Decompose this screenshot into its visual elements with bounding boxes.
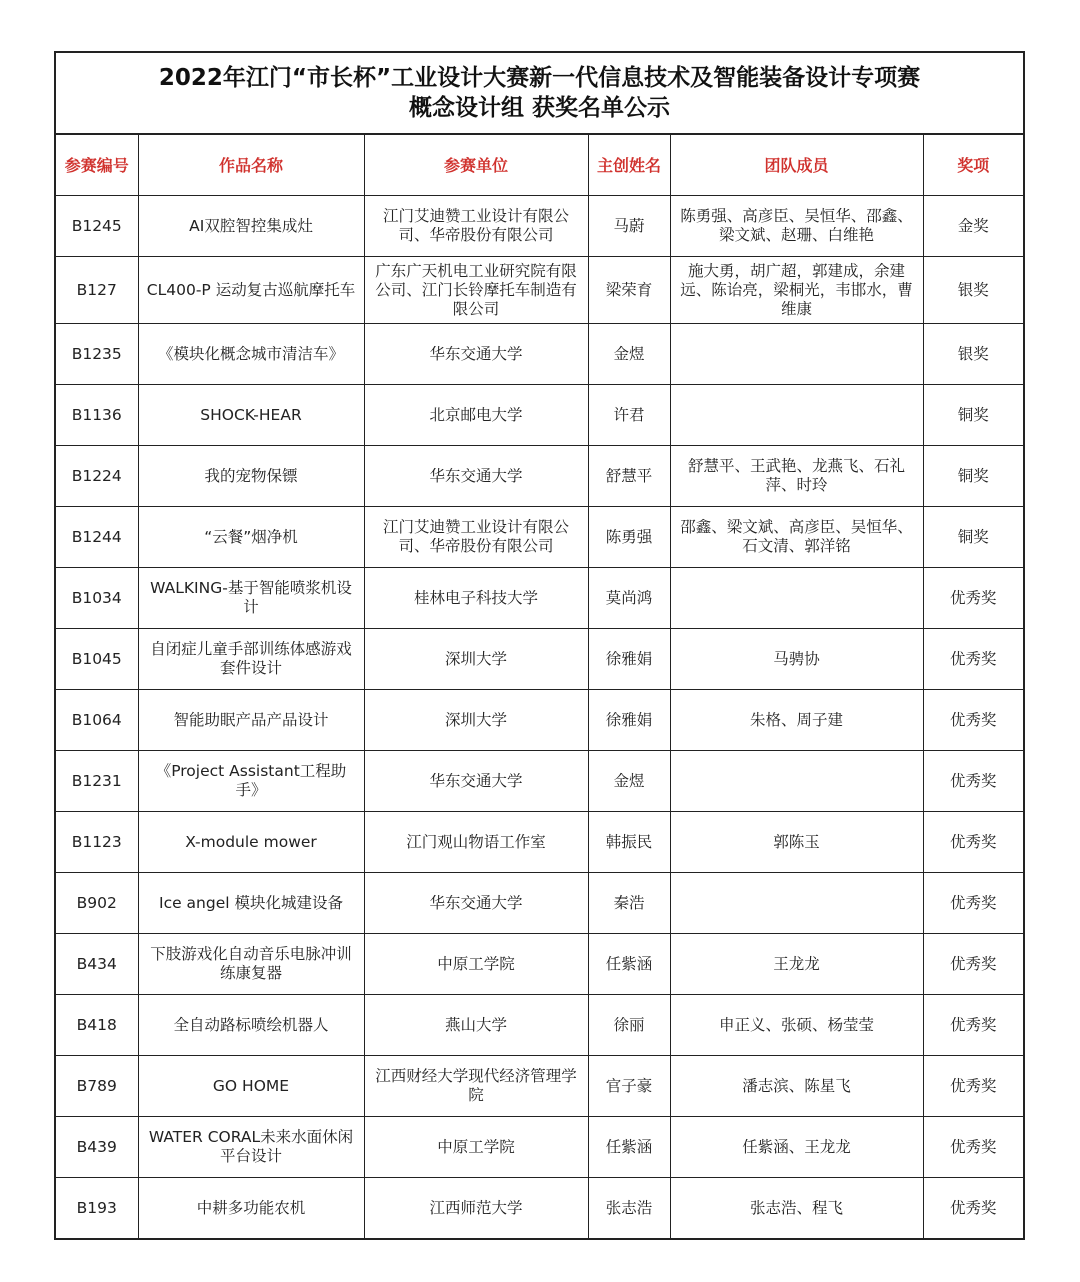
cell-team-members: [670, 873, 923, 934]
cell-unit: 中原工学院: [364, 1117, 588, 1178]
cell-work-name: 智能助眠产品产品设计: [138, 690, 364, 751]
cell-unit: 中原工学院: [364, 934, 588, 995]
table-row: [56, 995, 1023, 1056]
table-row: [56, 751, 1023, 812]
cell-team-members: 马骋协: [670, 629, 923, 690]
cell-team-members: [670, 324, 923, 385]
table-row: [56, 446, 1023, 507]
cell-work-name: CL400-P 运动复古巡航摩托车: [138, 257, 364, 324]
cell-team-members: 朱格、周子建: [670, 690, 923, 751]
cell-entry-id: B439: [56, 1117, 138, 1178]
cell-team-members: 潘志滨、陈星飞: [670, 1056, 923, 1117]
document-title: [56, 53, 1023, 135]
cell-entry-id: B1136: [56, 385, 138, 446]
cell-work-name: 下肢游戏化自动音乐电脉冲训练康复器: [138, 934, 364, 995]
cell-team-members: 张志浩、程飞: [670, 1178, 923, 1239]
cell-award: 优秀奖: [923, 1117, 1023, 1178]
cell-award: 优秀奖: [923, 690, 1023, 751]
cell-work-name: 《Project Assistant工程助手》: [138, 751, 364, 812]
cell-lead-designer: 秦浩: [588, 873, 670, 934]
cell-work-name: 自闭症儿童手部训练体感游戏套件设计: [138, 629, 364, 690]
award-list-sheet: [54, 51, 1025, 1240]
cell-entry-id: B1245: [56, 196, 138, 257]
cell-work-name: X-module mower: [138, 812, 364, 873]
header-unit: 参赛单位: [364, 135, 588, 196]
table-row: [56, 1056, 1023, 1117]
cell-lead-designer: 金煜: [588, 751, 670, 812]
cell-unit: 江门观山物语工作室: [364, 812, 588, 873]
cell-entry-id: B1034: [56, 568, 138, 629]
cell-team-members: 王龙龙: [670, 934, 923, 995]
award-table: [56, 135, 1023, 1238]
cell-unit: 华东交通大学: [364, 446, 588, 507]
cell-team-members: 任紫涵、王龙龙: [670, 1117, 923, 1178]
cell-unit: 华东交通大学: [364, 873, 588, 934]
cell-work-name: 我的宠物保镖: [138, 446, 364, 507]
cell-lead-designer: 徐雅娟: [588, 690, 670, 751]
cell-unit: 广东广天机电工业研究院有限公司、江门长铃摩托车制造有限公司: [364, 257, 588, 324]
cell-entry-id: B1235: [56, 324, 138, 385]
cell-unit: 深圳大学: [364, 629, 588, 690]
cell-unit: 江西财经大学现代经济管理学院: [364, 1056, 588, 1117]
table-row: [56, 507, 1023, 568]
cell-entry-id: B193: [56, 1178, 138, 1239]
cell-entry-id: B1224: [56, 446, 138, 507]
table-row: [56, 1178, 1023, 1239]
cell-work-name: AI双腔智控集成灶: [138, 196, 364, 257]
cell-award: 优秀奖: [923, 995, 1023, 1056]
cell-entry-id: B1064: [56, 690, 138, 751]
table-row: [56, 257, 1023, 324]
cell-unit: 江西师范大学: [364, 1178, 588, 1239]
cell-unit: 桂林电子科技大学: [364, 568, 588, 629]
cell-award: 优秀奖: [923, 1056, 1023, 1117]
cell-lead-designer: 官子豪: [588, 1056, 670, 1117]
cell-work-name: WALKING-基于智能喷浆机设计: [138, 568, 364, 629]
header-lead-designer: 主创姓名: [588, 135, 670, 196]
table-header-row: [56, 135, 1023, 196]
cell-lead-designer: 梁荣育: [588, 257, 670, 324]
cell-award: 优秀奖: [923, 568, 1023, 629]
cell-lead-designer: 马蔚: [588, 196, 670, 257]
cell-lead-designer: 许君: [588, 385, 670, 446]
title-line-1: 2022年江门“市长杯”工业设计大赛新一代信息技术及智能装备设计专项赛: [158, 65, 921, 91]
cell-entry-id: B418: [56, 995, 138, 1056]
cell-unit: 江门艾迪赞工业设计有限公司、华帝股份有限公司: [364, 507, 588, 568]
cell-award: 优秀奖: [923, 934, 1023, 995]
table-row: [56, 196, 1023, 257]
cell-work-name: “云餐”烟净机: [138, 507, 364, 568]
table-row: [56, 1117, 1023, 1178]
table-row: [56, 629, 1023, 690]
cell-team-members: [670, 751, 923, 812]
cell-unit: 深圳大学: [364, 690, 588, 751]
cell-lead-designer: 张志浩: [588, 1178, 670, 1239]
cell-entry-id: B789: [56, 1056, 138, 1117]
cell-team-members: [670, 385, 923, 446]
cell-award: 优秀奖: [923, 1178, 1023, 1239]
table-row: [56, 873, 1023, 934]
title-line-2: 概念设计组 获奖名单公示: [408, 95, 670, 121]
cell-entry-id: B1045: [56, 629, 138, 690]
cell-unit: 华东交通大学: [364, 751, 588, 812]
header-team-members: 团队成员: [670, 135, 923, 196]
cell-entry-id: B1123: [56, 812, 138, 873]
cell-team-members: 邵鑫、梁文斌、高彦臣、吴恒华、石文清、郭洋铭: [670, 507, 923, 568]
table-row: [56, 568, 1023, 629]
cell-work-name: GO HOME: [138, 1056, 364, 1117]
cell-work-name: 全自动路标喷绘机器人: [138, 995, 364, 1056]
cell-team-members: 舒慧平、王武艳、龙燕飞、石礼萍、时玲: [670, 446, 923, 507]
cell-work-name: Ice angel 模块化城建设备: [138, 873, 364, 934]
cell-entry-id: B434: [56, 934, 138, 995]
cell-lead-designer: 陈勇强: [588, 507, 670, 568]
cell-lead-designer: 韩振民: [588, 812, 670, 873]
cell-unit: 北京邮电大学: [364, 385, 588, 446]
table-row: [56, 934, 1023, 995]
cell-award: 优秀奖: [923, 629, 1023, 690]
cell-lead-designer: 金煜: [588, 324, 670, 385]
cell-team-members: [670, 568, 923, 629]
cell-entry-id: B1231: [56, 751, 138, 812]
cell-award: 铜奖: [923, 385, 1023, 446]
cell-lead-designer: 舒慧平: [588, 446, 670, 507]
cell-work-name: SHOCK-HEAR: [138, 385, 364, 446]
cell-work-name: WATER CORAL未来水面休闲平台设计: [138, 1117, 364, 1178]
cell-award: 铜奖: [923, 446, 1023, 507]
cell-lead-designer: 任紫涵: [588, 934, 670, 995]
cell-team-members: 施大勇，胡广超，郭建成，余建远、陈诒亮，梁桐光，韦邯水，曹维康: [670, 257, 923, 324]
cell-lead-designer: 莫尚鸿: [588, 568, 670, 629]
cell-team-members: 申正义、张硕、杨莹莹: [670, 995, 923, 1056]
cell-unit: 江门艾迪赞工业设计有限公司、华帝股份有限公司: [364, 196, 588, 257]
cell-work-name: 中耕多功能农机: [138, 1178, 364, 1239]
header-work-name: 作品名称: [138, 135, 364, 196]
cell-award: 优秀奖: [923, 751, 1023, 812]
cell-work-name: 《模块化概念城市清洁车》: [138, 324, 364, 385]
cell-entry-id: B1244: [56, 507, 138, 568]
cell-award: 银奖: [923, 257, 1023, 324]
cell-entry-id: B127: [56, 257, 138, 324]
cell-lead-designer: 徐丽: [588, 995, 670, 1056]
cell-award: 铜奖: [923, 507, 1023, 568]
header-entry-id: 参赛编号: [56, 135, 138, 196]
cell-award: 优秀奖: [923, 812, 1023, 873]
cell-unit: 华东交通大学: [364, 324, 588, 385]
cell-lead-designer: 徐雅娟: [588, 629, 670, 690]
cell-lead-designer: 任紫涵: [588, 1117, 670, 1178]
cell-team-members: 陈勇强、高彦臣、吴恒华、邵鑫、梁文斌、赵珊、白维艳: [670, 196, 923, 257]
table-row: [56, 690, 1023, 751]
cell-team-members: 郭陈玉: [670, 812, 923, 873]
table-row: [56, 385, 1023, 446]
cell-award: 金奖: [923, 196, 1023, 257]
header-award: 奖项: [923, 135, 1023, 196]
cell-award: 银奖: [923, 324, 1023, 385]
table-row: [56, 324, 1023, 385]
table-row: [56, 812, 1023, 873]
cell-entry-id: B902: [56, 873, 138, 934]
cell-unit: 燕山大学: [364, 995, 588, 1056]
cell-award: 优秀奖: [923, 873, 1023, 934]
